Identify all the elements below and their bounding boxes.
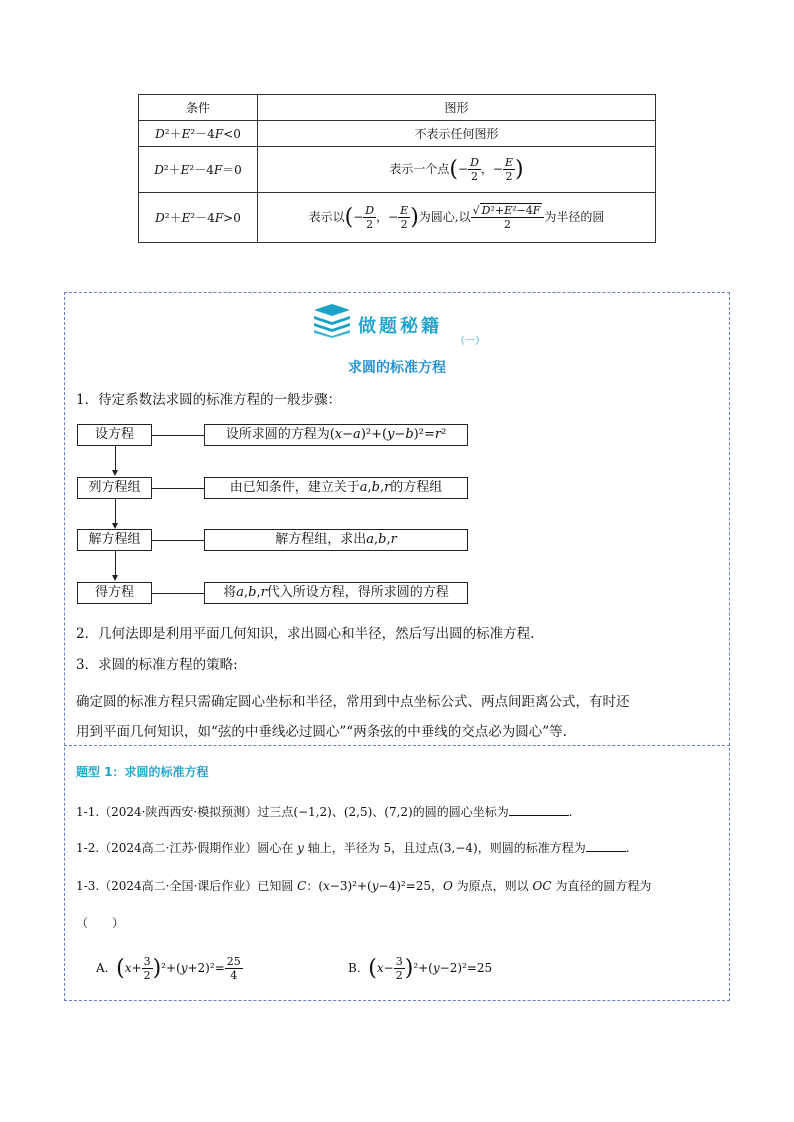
row3-figure: 表示以(− $\frac{D}{2}$ ，− $\frac{E}{2}$ )为圆心,以 $\frac{\text{√ D²+E²−4F}}{2}$ 为半径的圆 <box>258 193 656 243</box>
condition-table <box>138 94 656 243</box>
row2-figure-prefix: 表示一个点 <box>389 162 450 176</box>
flow-step-3: 解方程组 <box>77 529 152 551</box>
question-source: （2024·陕西西安·模拟预测） <box>99 805 258 819</box>
question-1-2: 1-2.（2024高二·江苏·假期作业）圆心在 y 轴上，半径为 5，且过点(3,−4)，则圆的标准方程为 . <box>76 841 630 855</box>
banner-title: 做题秘籍 <box>358 316 442 337</box>
flow-connector <box>152 488 204 489</box>
answer-blank[interactable] <box>586 851 626 852</box>
flow-arrow-line <box>115 499 116 523</box>
row2-figure: 表示一个点(− $\frac{D}{2}$ ，− $\frac{E}{2}$ ) <box>258 147 656 193</box>
flow-detail-3: 解方程组，求出a,b,r <box>204 529 468 551</box>
flow-connector <box>152 540 204 541</box>
flow-step-4: 得方程 <box>77 582 152 604</box>
question-id: 1-3. <box>76 879 100 893</box>
books-icon <box>312 302 352 338</box>
section-title: 求圆的标准方程 <box>348 360 446 376</box>
flow-step-1: 设方程 <box>77 424 152 446</box>
row3-condition: D²＋E²－4F>0 <box>139 193 258 243</box>
flow-step-2: 列方程组 <box>77 477 152 499</box>
flow-connector <box>152 435 204 436</box>
row3-figure-suffix: 为半径的圆 <box>544 210 605 224</box>
row1-condition: D²＋E²－4F<0 <box>139 121 258 147</box>
para-2: 2．几何法即是利用平面几何知识，求出圆心和半径，然后写出圆的标准方程. <box>76 626 535 642</box>
question-source: （2024高二·江苏·假期作业） <box>99 841 258 855</box>
row3-figure-mid: 为圆心,以 <box>418 210 471 224</box>
para-4-line2: 用到平面几何知识，如“弦的中垂线必过圆心”“两条弦的中垂线的交点必为圆心”等. <box>76 724 567 740</box>
row1-figure: 不表示任何图形 <box>258 121 656 147</box>
question-1-1: 1-1.（2024·陕西西安·模拟预测）过三点(−1,2)、(2,5)、(7,2)的圆的圆心坐标为 . <box>76 805 573 819</box>
para-4-line1: 确定圆的标准方程只需确定圆心坐标和半径，常用到中点坐标公式、两点间距离公式，有时还 <box>76 694 630 710</box>
question-1-3: 1-3.（2024高二·全国·课后作业）已知圆 C：(x−3)²+(y−4)²=25，O 为原点，则以 OC 为直径的圆方程为 <box>76 879 652 893</box>
row2-condition: D²＋E²－4F＝0 <box>139 147 258 193</box>
option-label: A. <box>96 961 109 975</box>
answer-blank[interactable] <box>509 815 569 816</box>
answer-paren: （ ） <box>76 916 125 930</box>
option-b[interactable]: B. (x− $\frac{3}{2}$ )²+(y−2)²=25 <box>348 955 493 982</box>
option-a[interactable]: A. (x+ $\frac{3}{2}$ )²+(y+2)²= $\frac{25}{4}$ <box>96 955 241 982</box>
question-id: 1-1. <box>76 805 100 819</box>
question-source: （2024高二·全国·课后作业） <box>99 879 258 893</box>
banner-subtitle: （一） <box>455 336 485 347</box>
question-type-title: 题型 1：求圆的标准方程 <box>76 765 209 779</box>
option-label: B. <box>348 961 361 975</box>
flow-connector <box>152 593 204 594</box>
flow-detail-4: 将a,b,r代入所设方程，得所求圆的方程 <box>204 582 468 604</box>
flow-arrow-line <box>115 446 116 470</box>
para-3: 3．求圆的标准方程的策略: <box>76 657 238 673</box>
arrow-down-icon <box>112 575 118 581</box>
section-divider <box>64 745 730 746</box>
intro-text: 1．待定系数法求圆的标准方程的一般步骤： <box>76 392 342 408</box>
question-id: 1-2. <box>76 841 100 855</box>
row3-figure-prefix: 表示以 <box>308 210 345 224</box>
header-figure: 图形 <box>258 95 656 121</box>
flow-detail-2: 由已知条件，建立关于a,b,r的方程组 <box>204 477 468 499</box>
flow-arrow-line <box>115 551 116 575</box>
flow-detail-1: 设所求圆的方程为(x−a)²+(y−b)²=r² <box>204 424 468 446</box>
header-condition: 条件 <box>139 95 258 121</box>
arrow-down-icon <box>112 470 118 476</box>
